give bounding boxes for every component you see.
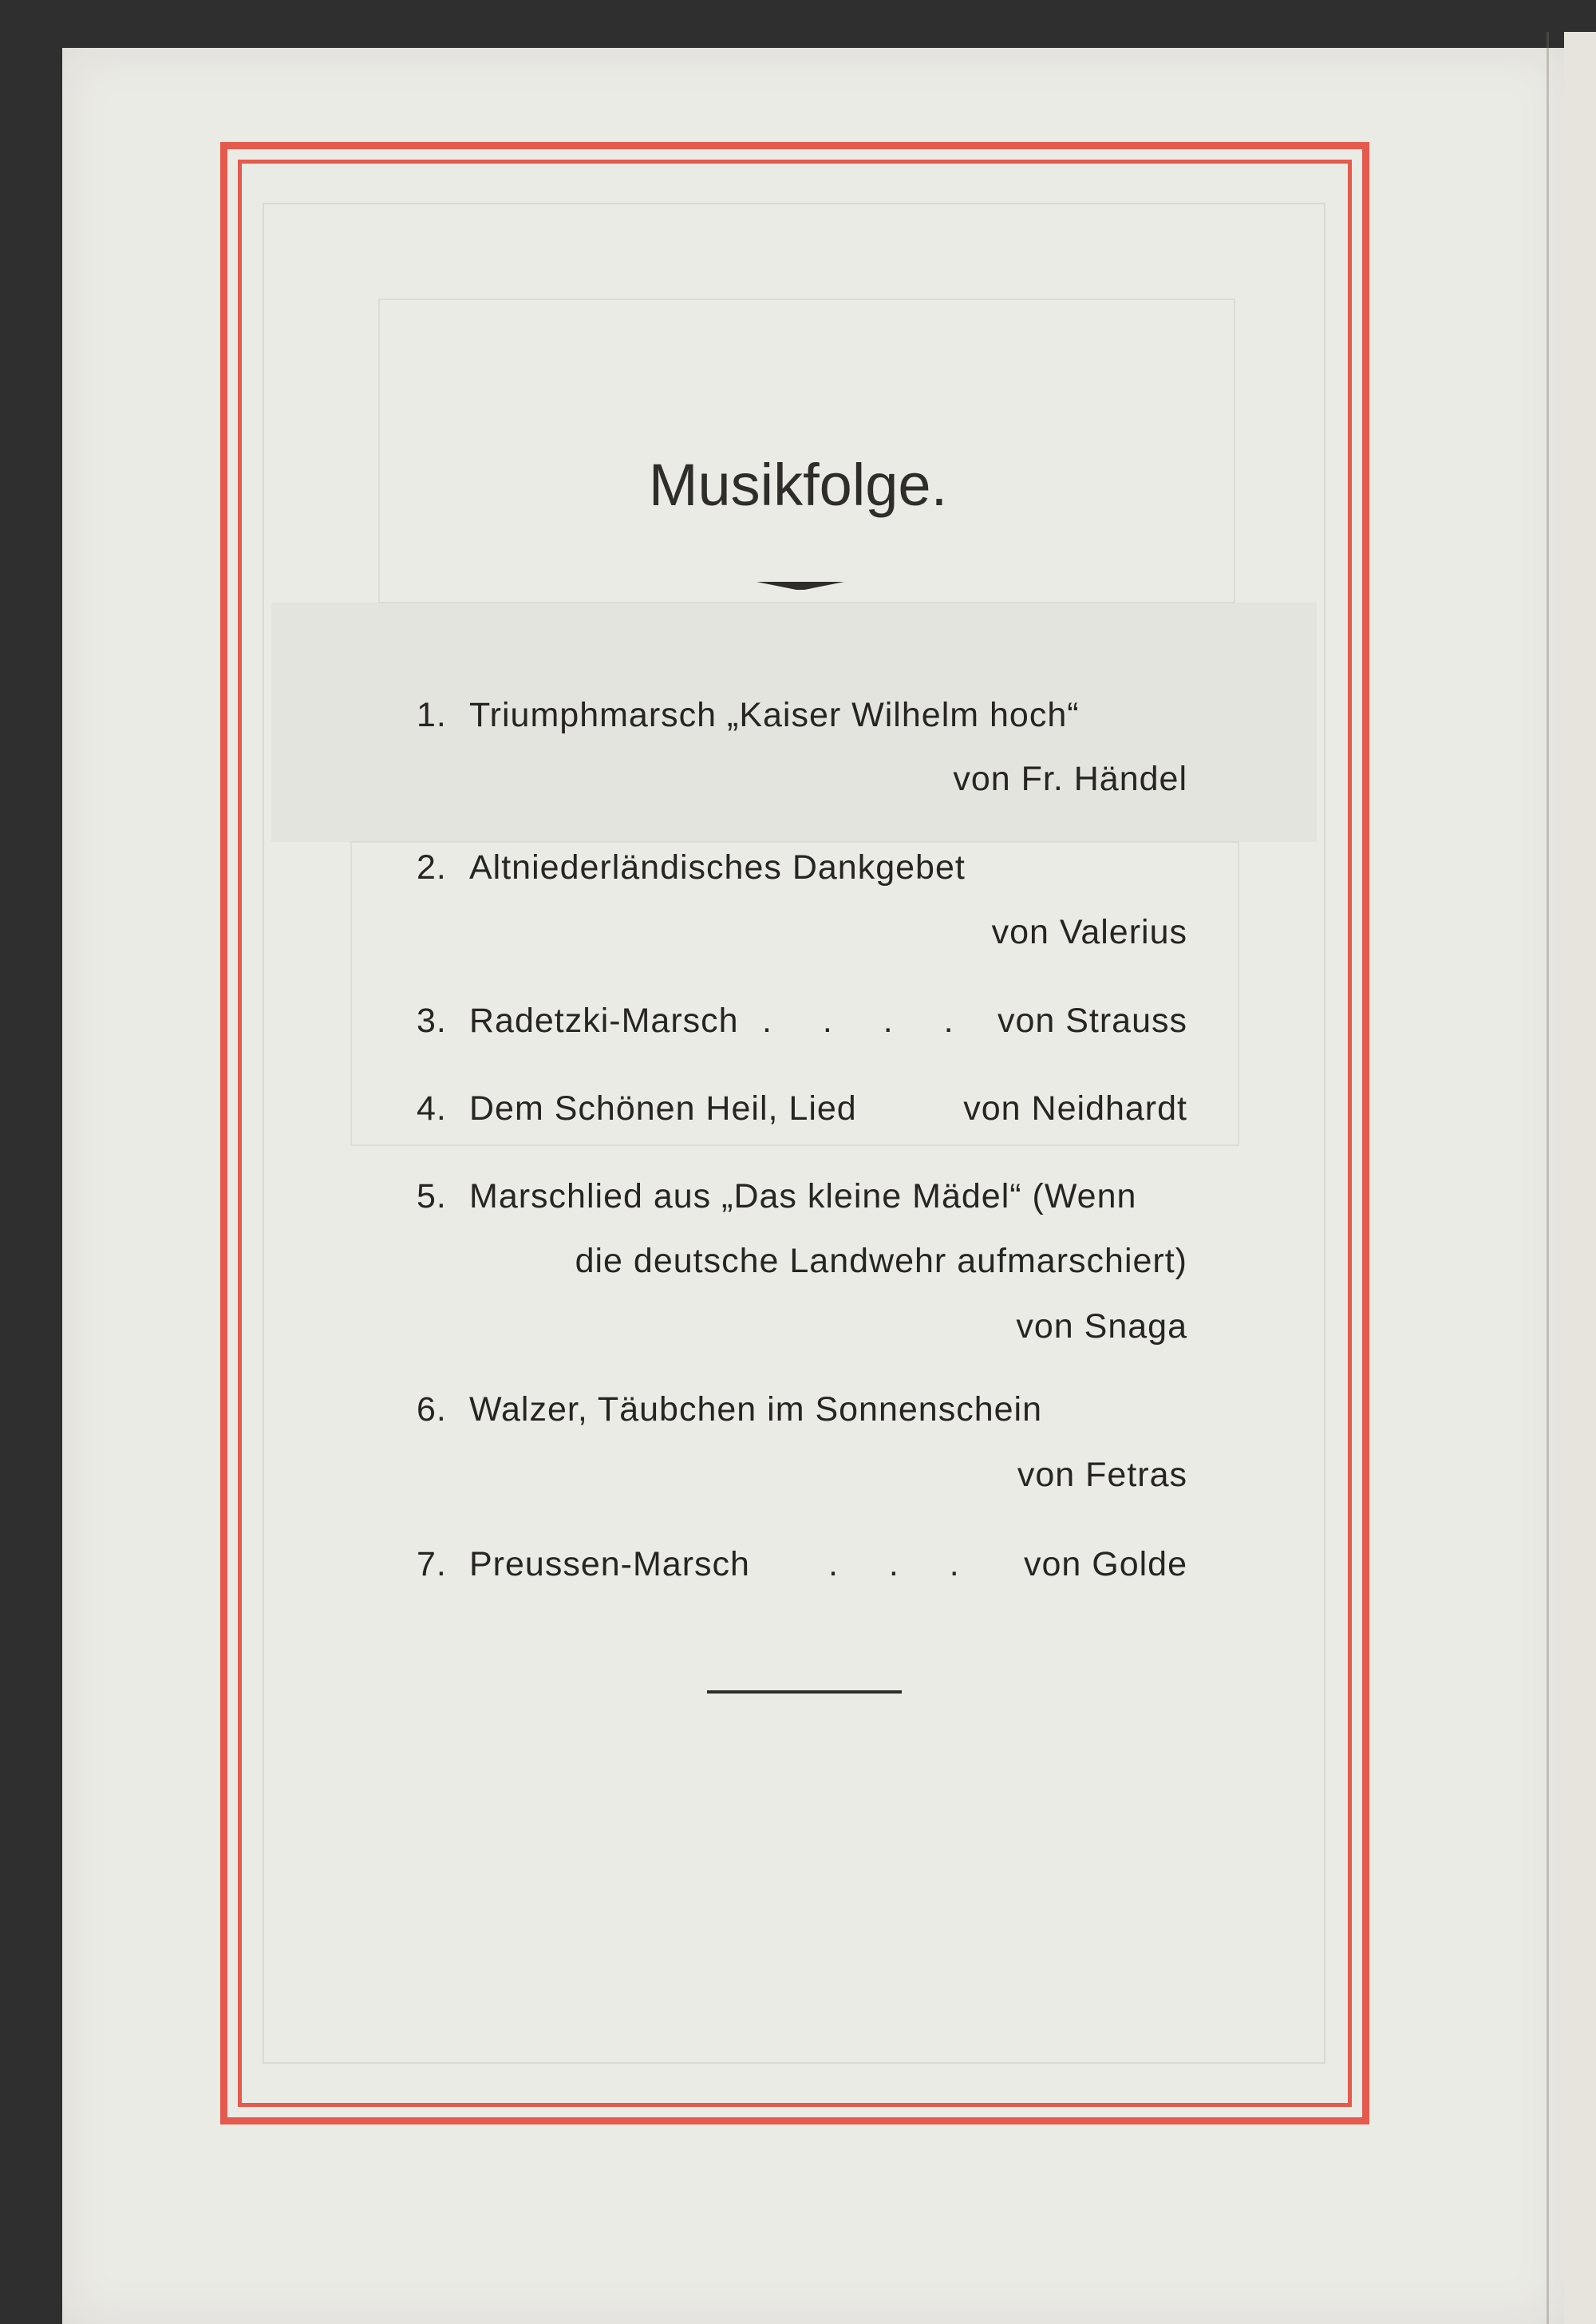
item-1-title: Triumphmarsch „Kaiser Wilhelm hoch“ xyxy=(469,696,1080,734)
item-3-leader-dots: . . . . xyxy=(762,1002,974,1040)
program-title: Musikfolge. xyxy=(648,452,948,518)
item-3-number: 3. xyxy=(417,1002,447,1040)
item-7-composer: von Golde xyxy=(1023,1545,1187,1583)
item-7-title: Preussen-Marsch xyxy=(469,1545,750,1583)
item-5-composer: von Snaga xyxy=(1016,1307,1187,1346)
item-4-title: Dem Schönen Heil, Lied xyxy=(469,1089,857,1128)
item-1-composer: von Fr. Händel xyxy=(953,760,1187,798)
title-ornament xyxy=(757,579,844,592)
closing-rule xyxy=(707,1690,902,1694)
item-1-number: 1. xyxy=(417,696,447,734)
item-5-title-line-2: die deutsche Landwehr aufmarschiert) xyxy=(575,1242,1187,1280)
item-2-title: Altniederländisches Dankgebet xyxy=(469,848,966,887)
item-2-composer: von Valerius xyxy=(991,913,1187,951)
item-6-title: Walzer, Täubchen im Sonnenschein xyxy=(469,1390,1043,1429)
item-5-number: 5. xyxy=(417,1177,447,1215)
item-6-number: 6. xyxy=(417,1390,447,1429)
item-3-composer: von Strauss xyxy=(997,1002,1187,1040)
fold-line xyxy=(1547,32,1549,2324)
item-6-composer: von Fetras xyxy=(1017,1456,1187,1494)
item-2-number: 2. xyxy=(417,848,447,887)
item-3-title: Radetzki-Marsch xyxy=(469,1002,739,1040)
adjacent-page xyxy=(1564,32,1596,2324)
item-7-number: 7. xyxy=(417,1545,447,1583)
item-5-title-line-1: Marschlied aus „Das kleine Mädel“ (Wenn xyxy=(469,1177,1137,1215)
item-4-composer: von Neidhardt xyxy=(963,1089,1187,1128)
item-7-leader-dots: . . . xyxy=(828,1545,980,1583)
item-4-number: 4. xyxy=(417,1089,447,1128)
